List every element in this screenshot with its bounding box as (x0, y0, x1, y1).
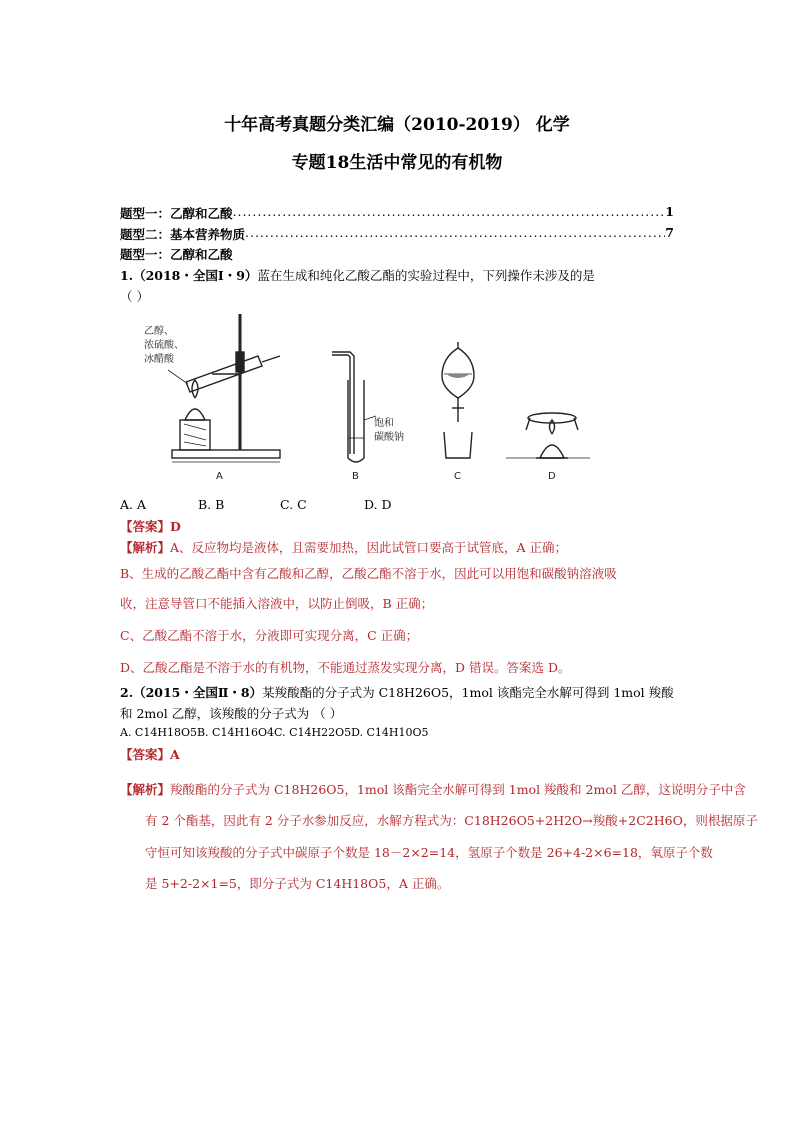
q1-paren: （ ） (120, 289, 149, 304)
q1-number: 1. (120, 268, 134, 283)
q2-stem-line-2: 和 2mol 乙醇，该羧酸的分子式为 （ ） (120, 706, 343, 721)
q1-explanation-line-4: C、乙酸乙酯不溶于水，分液即可实现分离，C 正确； (120, 628, 419, 643)
answer-label: 【答案】 (120, 747, 171, 762)
document-title: 十年高考真题分类汇编（2010-2019） 化学 (224, 115, 570, 135)
q1-option-d[interactable]: D. D (364, 497, 392, 512)
label-sulfuric-acid: 浓硫酸、 (144, 340, 184, 351)
q2-number: 2. (120, 685, 134, 700)
q2-source: （2015・全国Ⅱ・8） (133, 685, 263, 700)
q2-explanation-line-3: 守恒可知该羧酸的分子式中碳原子个数是 18－2×2=14，氢原子个数是 26+4-2×6=18，氧原子个数 (145, 845, 713, 860)
q1-stem-text: 蓝在生成和纯化乙酸乙酯的实验过程中，下列操作未涉及的是 (257, 268, 595, 283)
toc-label: 题型一：乙醇和乙酸 (120, 206, 233, 221)
alcohol-lamp-d (540, 445, 564, 458)
explanation-label: 【解析】 (120, 540, 171, 555)
answer-value: D (170, 519, 181, 534)
toc-label: 题型二：基本营养物质 (120, 227, 246, 242)
q2-explanation-line-1: 【解析】羧酸酯的分子式为 C18H26O5，1mol 该酯完全水解可得到 1mol 羧酸和 2mol 乙醇，这说明分子中含 (120, 782, 746, 797)
figure-letter-b: B (352, 471, 359, 482)
q1-answer (120, 517, 181, 535)
q1-apparatus-figure (140, 312, 590, 484)
q2-stem-text: 某羧酸酯的分子式为 C18H26O5，1mol 该酯完全水解可得到 1mol 羧酸 (262, 685, 674, 700)
q2-explanation-line-4: 是 5+2-2×1=5，即分子式为 C14H18O5，A 正确。 (145, 876, 450, 891)
toc-leader (245, 225, 665, 243)
label-saturated: 饱和 (374, 418, 394, 429)
toc-page: 1 (665, 204, 674, 219)
figure-letter-c: C (454, 471, 461, 482)
figure-letter-d: D (548, 471, 556, 482)
beaker (444, 432, 472, 458)
q2-answer (120, 745, 180, 763)
evaporating-dish (528, 413, 576, 423)
q2-explanation-line-2: 有 2 个酯基，因此有 2 分子水参加反应，水解方程式为：C18H26O5+2H2O→羧酸+2C2H6O，则根据原子 (145, 813, 758, 828)
section-heading: 题型一：乙醇和乙酸 (120, 247, 233, 262)
q1-source: （2018・全国Ⅰ・9） (133, 268, 258, 283)
q1-option-a[interactable]: A. A (120, 497, 147, 512)
label-sodium-carbonate: 碳酸钠 (374, 432, 404, 443)
toc-leader (233, 204, 666, 222)
stand-base (172, 450, 280, 458)
q1-option-c[interactable]: C. C (280, 497, 307, 512)
toc-page: 7 (665, 225, 674, 240)
label-ethanol: 乙醇、 (144, 326, 174, 337)
document-subtitle: 专题18生活中常见的有机物 (291, 153, 503, 173)
alcohol-lamp (185, 409, 205, 420)
explanation-label: 【解析】 (120, 782, 171, 797)
label-acetic-acid: 冰醋酸 (144, 354, 174, 365)
toc-entry-2[interactable] (120, 225, 674, 243)
q1-option-b[interactable]: B. B (198, 497, 225, 512)
q2-stem-line-1 (120, 683, 674, 701)
answer-value: A (170, 747, 180, 762)
q1-stem (120, 266, 595, 284)
answer-label: 【答案】 (120, 519, 171, 534)
q1-explanation-line-5: D、乙酸乙酯是不溶于水的有机物，不能通过蒸发实现分离，D 错误。答案选 D。 (120, 660, 571, 675)
toc-entry-1[interactable] (120, 204, 674, 222)
separatory-funnel (442, 348, 474, 398)
q2-options[interactable]: A. C14H18O5B. C14H16O4C. C14H22O5D. C14H10O5 (120, 726, 429, 739)
q1-explanation-line-1: 【解析】A、反应物均是液体，且需要加热，因此试管口要高于试管底，A 正确； (120, 540, 568, 555)
q1-explanation-line-3: 收，注意导管口不能插入溶液中，以防止倒吸，B 正确； (120, 596, 434, 611)
figure-letter-a: A (216, 471, 223, 482)
q1-explanation-line-2: B、生成的乙酸乙酯中含有乙酸和乙醇，乙酸乙酯不溶于水，因此可以用饱和碳酸钠溶液吸 (120, 566, 617, 581)
